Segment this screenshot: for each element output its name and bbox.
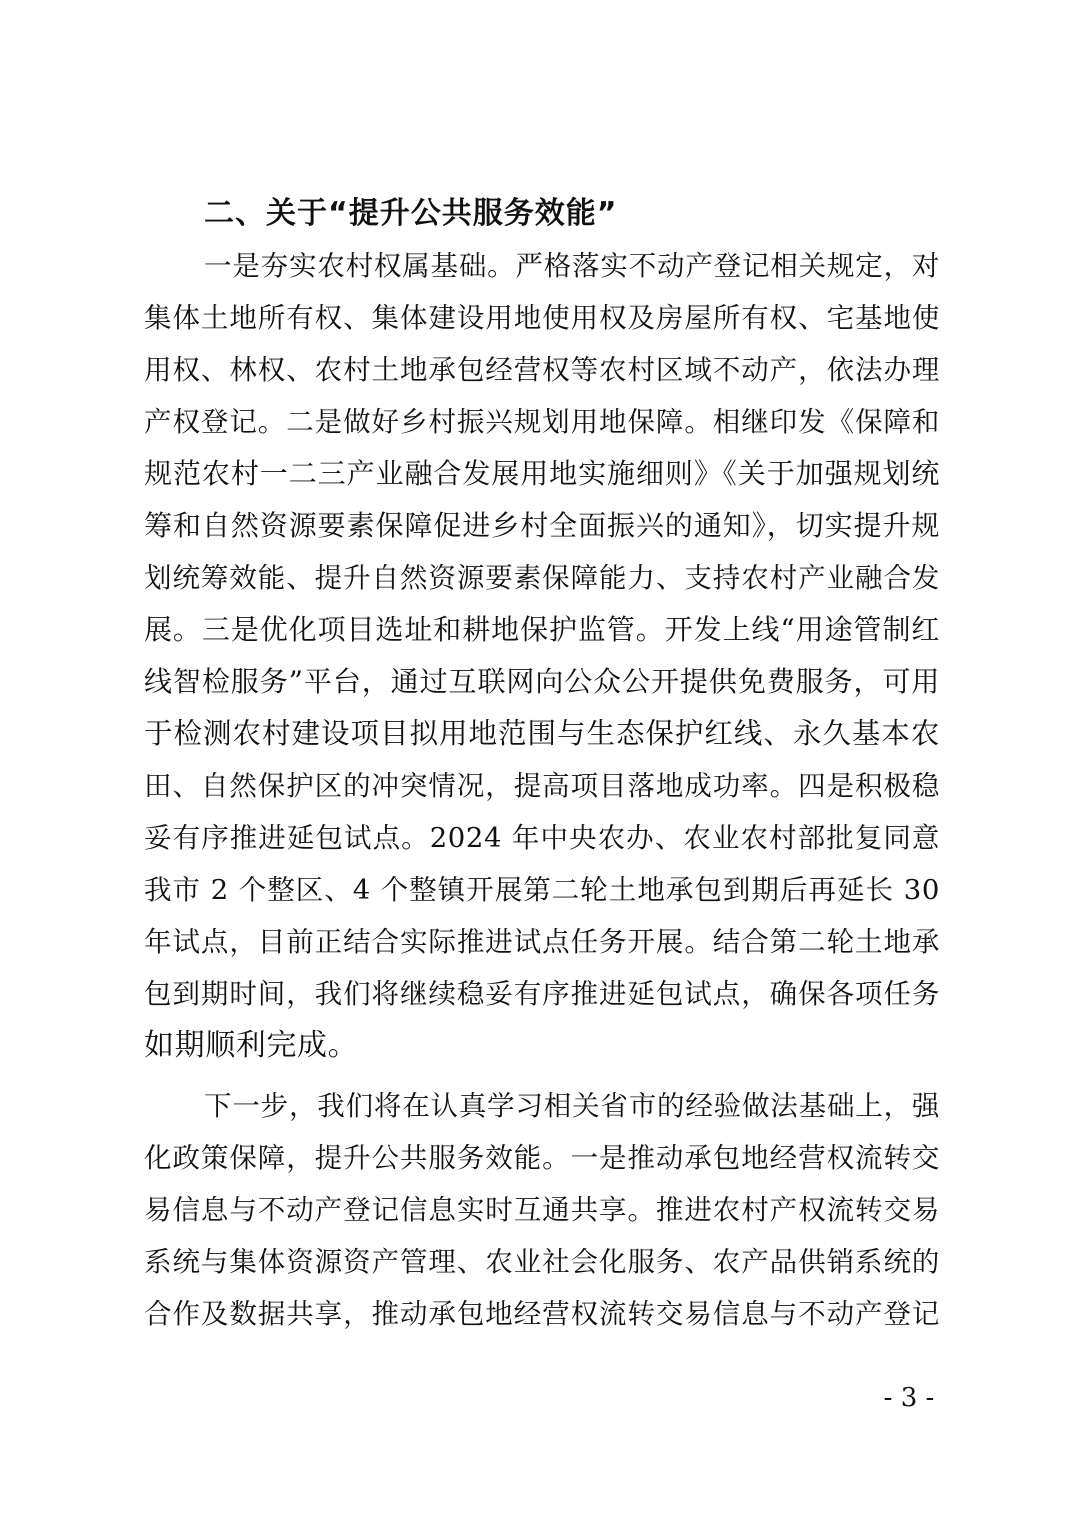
paragraph-line: 系统与集体资源资产管理、农业社会化服务、农产品供销系统的 xyxy=(144,1246,940,1278)
paragraph-line: 化政策保障，提升公共服务效能。一是推动承包地经营权流转交 xyxy=(144,1142,940,1174)
paragraph-line: 于检测农村建设项目拟用地范围与生态保护红线、永久基本农 xyxy=(144,717,940,750)
page-number: - 3 - xyxy=(883,1383,935,1413)
paragraph-line: 集体土地所有权、集体建设用地使用权及房屋所有权、宅基地使 xyxy=(144,302,940,334)
paragraph-line: 年试点，目前正结合实际推进试点任务开展。结合第二轮土地承 xyxy=(144,926,940,958)
paragraph-line: 用权、林权、农村土地承包经营权等农村区域不动产，依法办理 xyxy=(144,354,940,386)
paragraph-line: 田、自然保护区的冲突情况，提高项目落地成功率。四是积极稳 xyxy=(144,770,940,802)
paragraph-line: 线智检服务”平台，通过互联网向公众公开提供免费服务，可用 xyxy=(144,665,940,698)
paragraph-line: 筹和自然资源要素保障促进乡村全面振兴的通知》，切实提升规 xyxy=(144,509,940,542)
paragraph-line: 合作及数据共享，推动承包地经营权流转交易信息与不动产登记 xyxy=(144,1298,940,1330)
paragraph-line: 易信息与不动产登记信息实时互通共享。推进农村产权流转交易 xyxy=(144,1194,940,1226)
paragraph-line: 下一步，我们将在认真学习相关省市的经验做法基础上，强 xyxy=(204,1090,940,1122)
paragraph-line: 产权登记。二是做好乡村振兴规划用地保障。相继印发《保障和 xyxy=(144,406,940,438)
paragraph-line: 如期顺利完成。 xyxy=(144,1028,359,1063)
paragraph-line: 包到期时间，我们将继续稳妥有序推进延包试点，确保各项任务 xyxy=(144,978,940,1010)
paragraph-line: 规范农村一二三产业融合发展用地实施细则》《关于加强规划统 xyxy=(144,457,940,490)
paragraph-line: 一是夯实农村权属基础。严格落实不动产登记相关规定，对 xyxy=(204,250,940,282)
paragraph-line: 划统筹效能、提升自然资源要素保障能力、支持农村产业融合发 xyxy=(144,562,940,594)
paragraph-line: 妥有序推进延包试点。2024 年中央农办、农业农村部批复同意 xyxy=(144,822,940,854)
paragraph-line: 我市 2 个整区、4 个整镇开展第二轮土地承包到期后再延长 30 xyxy=(144,874,940,906)
paragraph-line: 展。三是优化项目选址和耕地保护监管。开发上线“用途管制红 xyxy=(144,613,940,646)
section-heading: 二、关于“提升公共服务效能” xyxy=(204,196,618,231)
